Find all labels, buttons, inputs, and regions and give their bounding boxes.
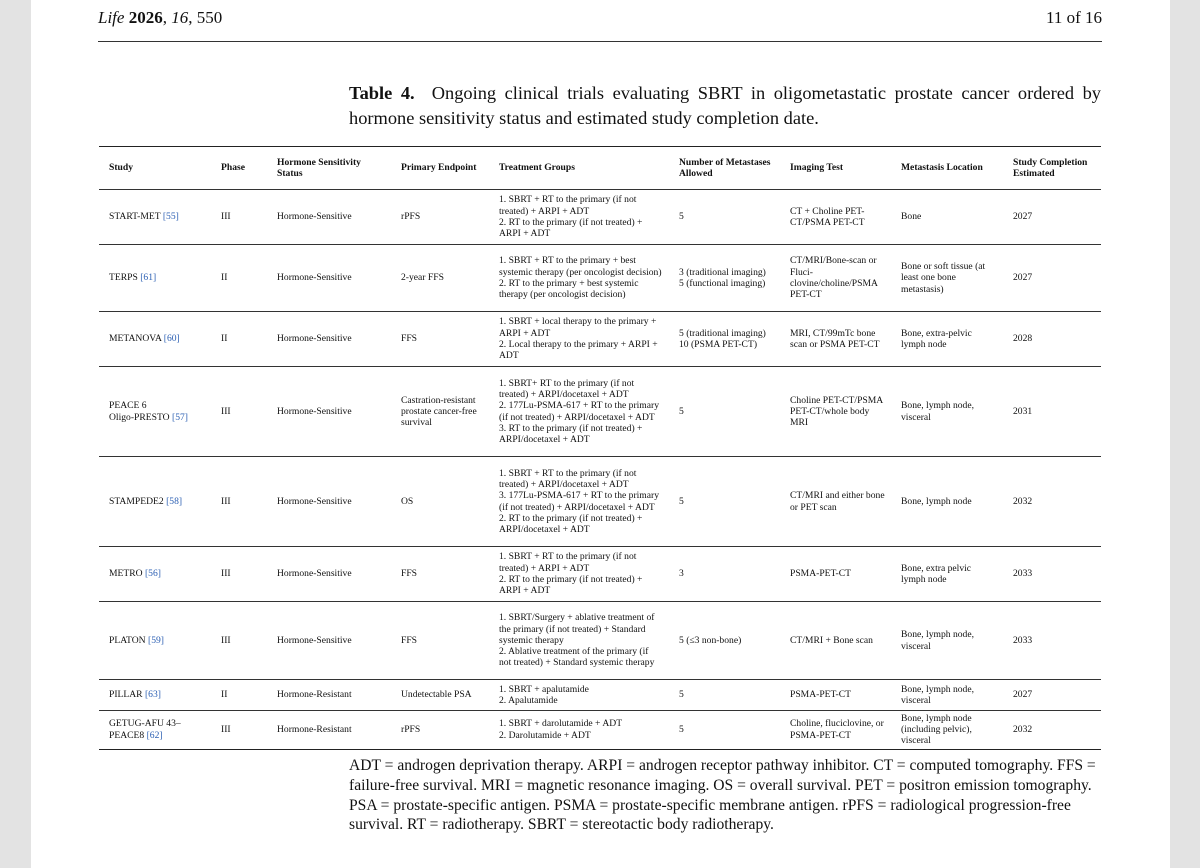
journal-name: Life <box>98 8 125 27</box>
cell-study: START-MET [55] <box>99 190 211 245</box>
cell-location: Bone, lymph node, visceral <box>891 367 1003 457</box>
cell-status: Hormone-Sensitive <box>267 547 391 602</box>
cell-phase: III <box>211 367 267 457</box>
caption-label: Table 4. <box>349 83 415 103</box>
cell-status: Hormone-Sensitive <box>267 367 391 457</box>
reference-link[interactable]: [59] <box>148 634 164 646</box>
cell-endpoint: rPFS <box>391 190 489 245</box>
cell-completion: 2033 <box>1003 602 1101 680</box>
col-header-treatment-groups: Treatment Groups <box>489 147 669 190</box>
cell-treatment: 1. SBRT + RT to the primary (if not treated) + ARPI/docetaxel + ADT 3. 177Lu-PSMA-617 + RT to the primary (if not treated) + ARPI/docetaxel + ADT 2. RT to the primary (if not treated) + ARPI/docetaxel + ADT <box>489 457 669 547</box>
cell-study: STAMPEDE2 [58] <box>99 457 211 547</box>
table-row <box>99 245 1101 312</box>
cell-study: METRO [56] <box>99 547 211 602</box>
cell-metastases: 5 <box>669 190 780 245</box>
reference-link[interactable]: [58] <box>166 495 183 507</box>
trials-table <box>99 146 1101 750</box>
cell-endpoint: FFS <box>391 547 489 602</box>
cell-phase: III <box>221 724 231 736</box>
cell-phase: III <box>211 457 267 547</box>
reference-link[interactable]: [62] <box>146 729 163 741</box>
cell-imaging: CT + Choline PET-CT/PSMA PET-CT <box>780 190 891 245</box>
cell-endpoint: OS <box>391 457 489 547</box>
cell-metastases: 3 (traditional imaging) 5 (functional imaging) <box>669 245 780 312</box>
cell-endpoint: FFS <box>391 602 489 680</box>
cell-location: Bone, lymph node (including pelvic), visceral <box>901 712 972 747</box>
cell-status: Hormone-Sensitive <box>267 190 391 245</box>
cell-location: Bone <box>891 190 1003 245</box>
reference-link[interactable]: [55] <box>162 211 179 223</box>
cell-status: Hormone-Resistant <box>267 680 391 711</box>
cell-status: Hormone-Sensitive <box>267 245 391 312</box>
cell-treatment: 1. SBRT + RT to the primary (if not treated) + ARPI + ADT 2. RT to the primary (if not treated) + ARPI + ADT <box>489 190 669 245</box>
cell-metastases: 5 <box>669 367 780 457</box>
cell-imaging: CT/MRI/Bone-scan or Fluci-clovine/choline/PSMA PET-CT <box>780 245 891 312</box>
cell-phase: II <box>211 680 267 711</box>
cell-metastases: 5 (traditional imaging) 10 (PSMA PET-CT) <box>669 312 780 367</box>
cell-metastases: 5 <box>669 680 780 711</box>
col-header-completion: Study Completion Estimated <box>1003 147 1101 190</box>
cell-metastases: 3 <box>669 547 780 602</box>
cell-study: GETUG-AFU 43–PEACE8 [62] <box>109 718 181 741</box>
journal-volume: 16 <box>171 8 189 27</box>
cell-completion: 2027 <box>1003 190 1101 245</box>
cell-study: PILLAR [63] <box>99 680 211 711</box>
table-row <box>99 190 1101 245</box>
cell-imaging: Choline, fluciclovine, or PSMA-PET-CT <box>790 718 884 741</box>
cell-endpoint: FFS <box>391 312 489 367</box>
reference-link[interactable]: [56] <box>144 568 161 580</box>
cell-study: TERPS [61] <box>99 245 211 312</box>
cell-location: Bone, lymph node, visceral <box>891 680 1003 711</box>
cell-treatment: 1. SBRT + local therapy to the primary + ARPI + ADT 2. Local therapy to the primary + ARPI + ADT <box>489 312 669 367</box>
cell-completion: 2027 <box>1003 680 1101 711</box>
cell-treatment: 1. SBRT + RT to the primary (if not treated) + ARPI + ADT 2. RT to the primary (if not treated) + ARPI + ADT <box>489 547 669 602</box>
cell-status: Hormone-Sensitive <box>267 312 391 367</box>
page-number: 11 of 16 <box>1045 8 1102 27</box>
cell-imaging: CT/MRI and either bone or PET scan <box>780 457 891 547</box>
reference-link[interactable]: [60] <box>163 333 180 345</box>
cell-phase: II <box>211 245 267 312</box>
cell-imaging: CT/MRI + Bone scan <box>780 602 891 680</box>
cell-completion: 2027 <box>1003 245 1101 312</box>
cell-imaging: PSMA-PET-CT <box>780 547 891 602</box>
cell-completion: 2028 <box>1003 312 1101 367</box>
cell-metastases: 5 <box>669 457 780 547</box>
header-rule <box>98 41 1102 42</box>
cell-treatment: 1. SBRT + apalutamide 2. Apalutamide <box>489 680 669 711</box>
cell-location: Bone or soft tissue (at least one bone metastasis) <box>891 245 1003 312</box>
table-row <box>99 711 1101 749</box>
cell-imaging: PSMA-PET-CT <box>780 680 891 711</box>
cell-endpoint: Castration-resistant prostate cancer-free survival <box>391 367 489 457</box>
cell-phase: III <box>211 547 267 602</box>
cell-study: METANOVA [60] <box>99 312 211 367</box>
table-row <box>99 312 1101 367</box>
cell-study: PEACE 6 Oligo-PRESTO [57] <box>99 367 211 457</box>
article-number: 550 <box>196 8 223 27</box>
table-footnote: ADT = androgen deprivation therapy. ARPI = androgen receptor pathway inhibitor. CT = computed tomography. FFS = failure-free survival. MRI = magnetic resonance imaging. OS = overall survival. PET = positron emission tomography. PSA = prostate-specific antigen. PSMA = prostate-specific membrane antigen. rPFS = radiological progression-free survival. RT = radiotherapy. SBRT = stereotactic body radiotherapy. <box>349 757 1096 834</box>
reference-link[interactable]: [57] <box>172 411 188 423</box>
cell-phase: II <box>211 312 267 367</box>
cell-completion: 2031 <box>1003 367 1101 457</box>
cell-metastases: 5 <box>679 724 684 736</box>
cell-phase: III <box>211 602 267 680</box>
reference-link[interactable]: [61] <box>140 272 157 284</box>
col-header-hormone-status: Hormone Sensitivity Status <box>267 147 391 190</box>
cell-location: Bone, extra pelvic lymph node <box>891 547 1003 602</box>
cell-treatment: 1. SBRT+ RT to the primary (if not treated) + ARPI/docetaxel + ADT 2. 177Lu-PSMA-617 + RT to the primary (if not treated) + ARPI/docetaxel + ADT 3. RT to the primary (if not treated) + ARPI/docetaxel + ADT <box>489 367 669 457</box>
journal-year: 2026 <box>128 8 163 27</box>
cell-completion: 2033 <box>1003 547 1101 602</box>
cell-treatment: 1. SBRT/Surgery + ablative treatment of the primary (if not treated) + Standard systemic therapy 2. Ablative treatment of the primary (if not treated) + Standard systemic therapy <box>489 602 669 680</box>
cell-status: Hormone-Resistant <box>277 724 352 736</box>
cell-treatment: 1. SBRT + darolutamide + ADT 2. Darolutamide + ADT <box>499 718 623 741</box>
citation: Life 2026, 16, 550 <box>98 8 223 27</box>
cell-phase: III <box>211 190 267 245</box>
col-header-primary-endpoint: Primary Endpoint <box>391 147 489 190</box>
reference-link[interactable]: [63] <box>144 689 161 701</box>
cell-location: Bone, lymph node <box>891 457 1003 547</box>
cell-status: Hormone-Sensitive <box>267 457 391 547</box>
cell-metastases: 5 (≤3 non-bone) <box>669 602 780 680</box>
cell-treatment: 1. SBRT + RT to the primary + best systemic therapy (per oncologist decision) 2. RT to the primary + best systemic therapy (per oncologist decision) <box>489 245 669 312</box>
cell-endpoint: 2-year FFS <box>391 245 489 312</box>
table-row <box>99 680 1101 711</box>
cell-status: Hormone-Sensitive <box>267 602 391 680</box>
caption-text: Ongoing clinical trials evaluating SBRT in oligometastatic prostate cancer ordered by hormone sensitivity status and estimated study completion date. <box>349 83 1101 128</box>
cell-completion: 2032 <box>1003 457 1101 547</box>
col-header-phase: Phase <box>211 147 267 190</box>
cell-study: PLATON [59] <box>99 602 211 680</box>
col-header-imaging-test: Imaging Test <box>780 147 891 190</box>
col-header-metastases-allowed: Number of Metastases Allowed <box>669 147 780 190</box>
cell-imaging: MRI, CT/99mTc bone scan or PSMA PET-CT <box>780 312 891 367</box>
cell-completion: 2032 <box>1013 724 1033 736</box>
cell-imaging: Choline PET-CT/PSMA PET-CT/whole body MRI <box>780 367 891 457</box>
table-row <box>99 457 1101 547</box>
table-header-row <box>99 147 1101 190</box>
table-caption <box>349 81 1101 131</box>
table-row <box>99 547 1101 602</box>
table-row <box>99 367 1101 457</box>
running-header <box>98 8 1102 28</box>
table-row <box>99 602 1101 680</box>
col-header-metastasis-location: Metastasis Location <box>891 147 1003 190</box>
cell-location: Bone, lymph node, visceral <box>891 602 1003 680</box>
cell-endpoint: rPFS <box>401 724 421 736</box>
cell-location: Bone, extra-pelvic lymph node <box>891 312 1003 367</box>
col-header-study: Study <box>99 147 211 190</box>
cell-endpoint: Undetectable PSA <box>391 680 489 711</box>
